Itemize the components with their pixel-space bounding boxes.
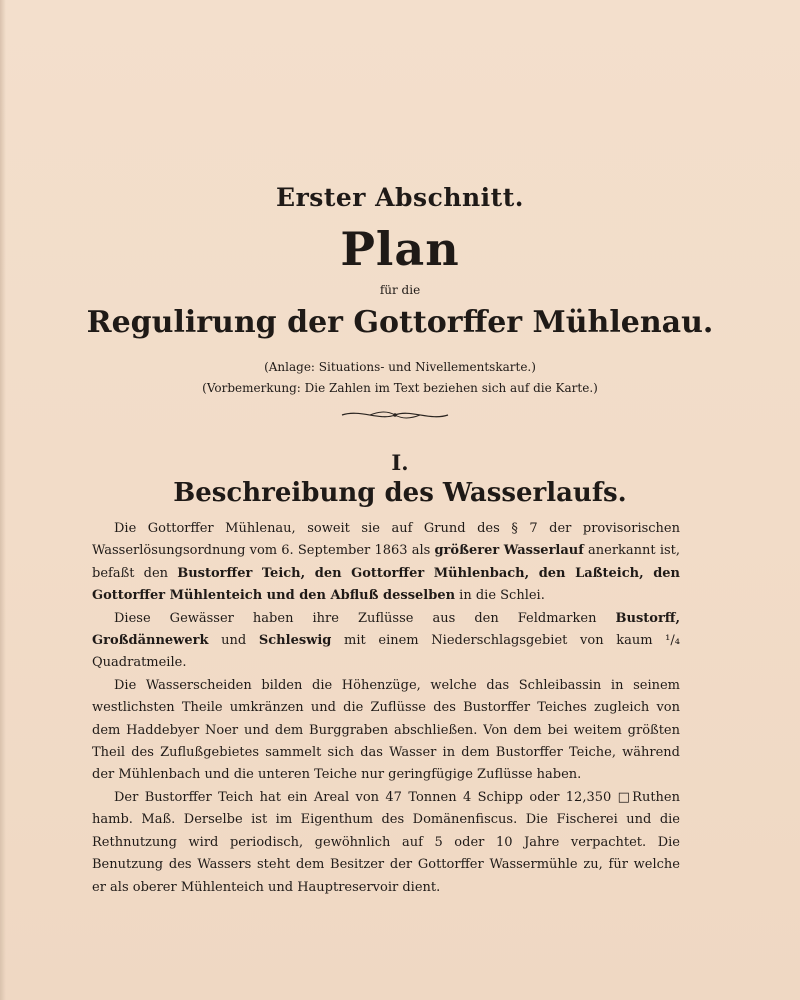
note-vorbemerkung: (Vorbemerkung: Die Zahlen im Text beziehen sich auf die Karte.) — [202, 381, 598, 395]
p2-text-2: und — [208, 633, 259, 649]
plan-heading: Plan — [340, 222, 460, 276]
p1-bold-1: größerer Wasserlauf — [434, 543, 584, 559]
p2-text-1: Diese Gewässer haben ihre Zuflüsse aus den Feldmarken — [114, 610, 616, 626]
section-heading: Erster Abschnitt. — [276, 183, 524, 212]
ornament-divider — [340, 405, 450, 425]
p2-bold-1: Bustorff, Großdännewerk — [92, 610, 680, 649]
main-title: Regulirung der Gottorffer Mühlenau. — [86, 305, 714, 340]
paragraph-3: Die Wasserscheiden bilden die Höhenzüge, welche das Schleibassin in seinem westlichsten Theile umkränzen und die Zuflüsse des Bustorffer Teiches zugleich von dem Haddebyer Noer und dem Burggraben abschließen. Von dem bei weitem größten Theil des Zuflußgebietes sammelt sich das Wasser in dem Bustorffer Teiche, während der Mühlenbach und die unteren Teiche nur geringfügige Zuflüsse haben. — [92, 677, 680, 783]
paragraph-1 — [92, 518, 680, 608]
p1-text-1: Die Gottorffer Mühlenau, soweit sie auf Grund des § 7 der provisorischen Wasserlösungsordnung vom 6. September 1863 als — [92, 521, 680, 559]
chapter-number: I. — [391, 450, 409, 475]
paragraph-2 — [92, 608, 680, 675]
paragraph-4: Der Bustorffer Teich hat ein Areal von 47 Tonnen 4 Schipp oder 12,350 □Ruthen hamb. Maß. Derselbe ist im Eigenthum des Domänenfiscus. Die Fischerei und die Rethnutzung wird periodisch, gewöhnlich auf 5 oder 10 Jahre verpachtet. Die Benutzung des Wassers steht dem Besitzer der Gottorffer Wassermühle zu, für welche er als oberer Mühlenteich und Hauptreservoir dient. — [92, 789, 680, 895]
fuer-die-line: für die — [379, 283, 421, 297]
body-text — [92, 518, 680, 899]
p2-text-3: mit einem Niederschlagsgebiet von kaum ¹/₄ Quadratmeile. — [92, 633, 680, 671]
chapter-title: Beschreibung des Wasserlaufs. — [173, 478, 627, 508]
p1-text-2: anerkannt ist, befaßt den — [92, 543, 680, 581]
p1-text-3: in die Schlei. — [455, 588, 545, 604]
p2-bold-2: Schleswig — [258, 633, 332, 649]
note-anlage: (Anlage: Situations- und Nivellementskarte.) — [264, 360, 536, 374]
p1-bold-2: Bustorffer Teich, den Gottorffer Mühlenbach, den Laßteich, den Gottorffer Mühlenteich und den Abfluß desselben — [92, 565, 681, 604]
